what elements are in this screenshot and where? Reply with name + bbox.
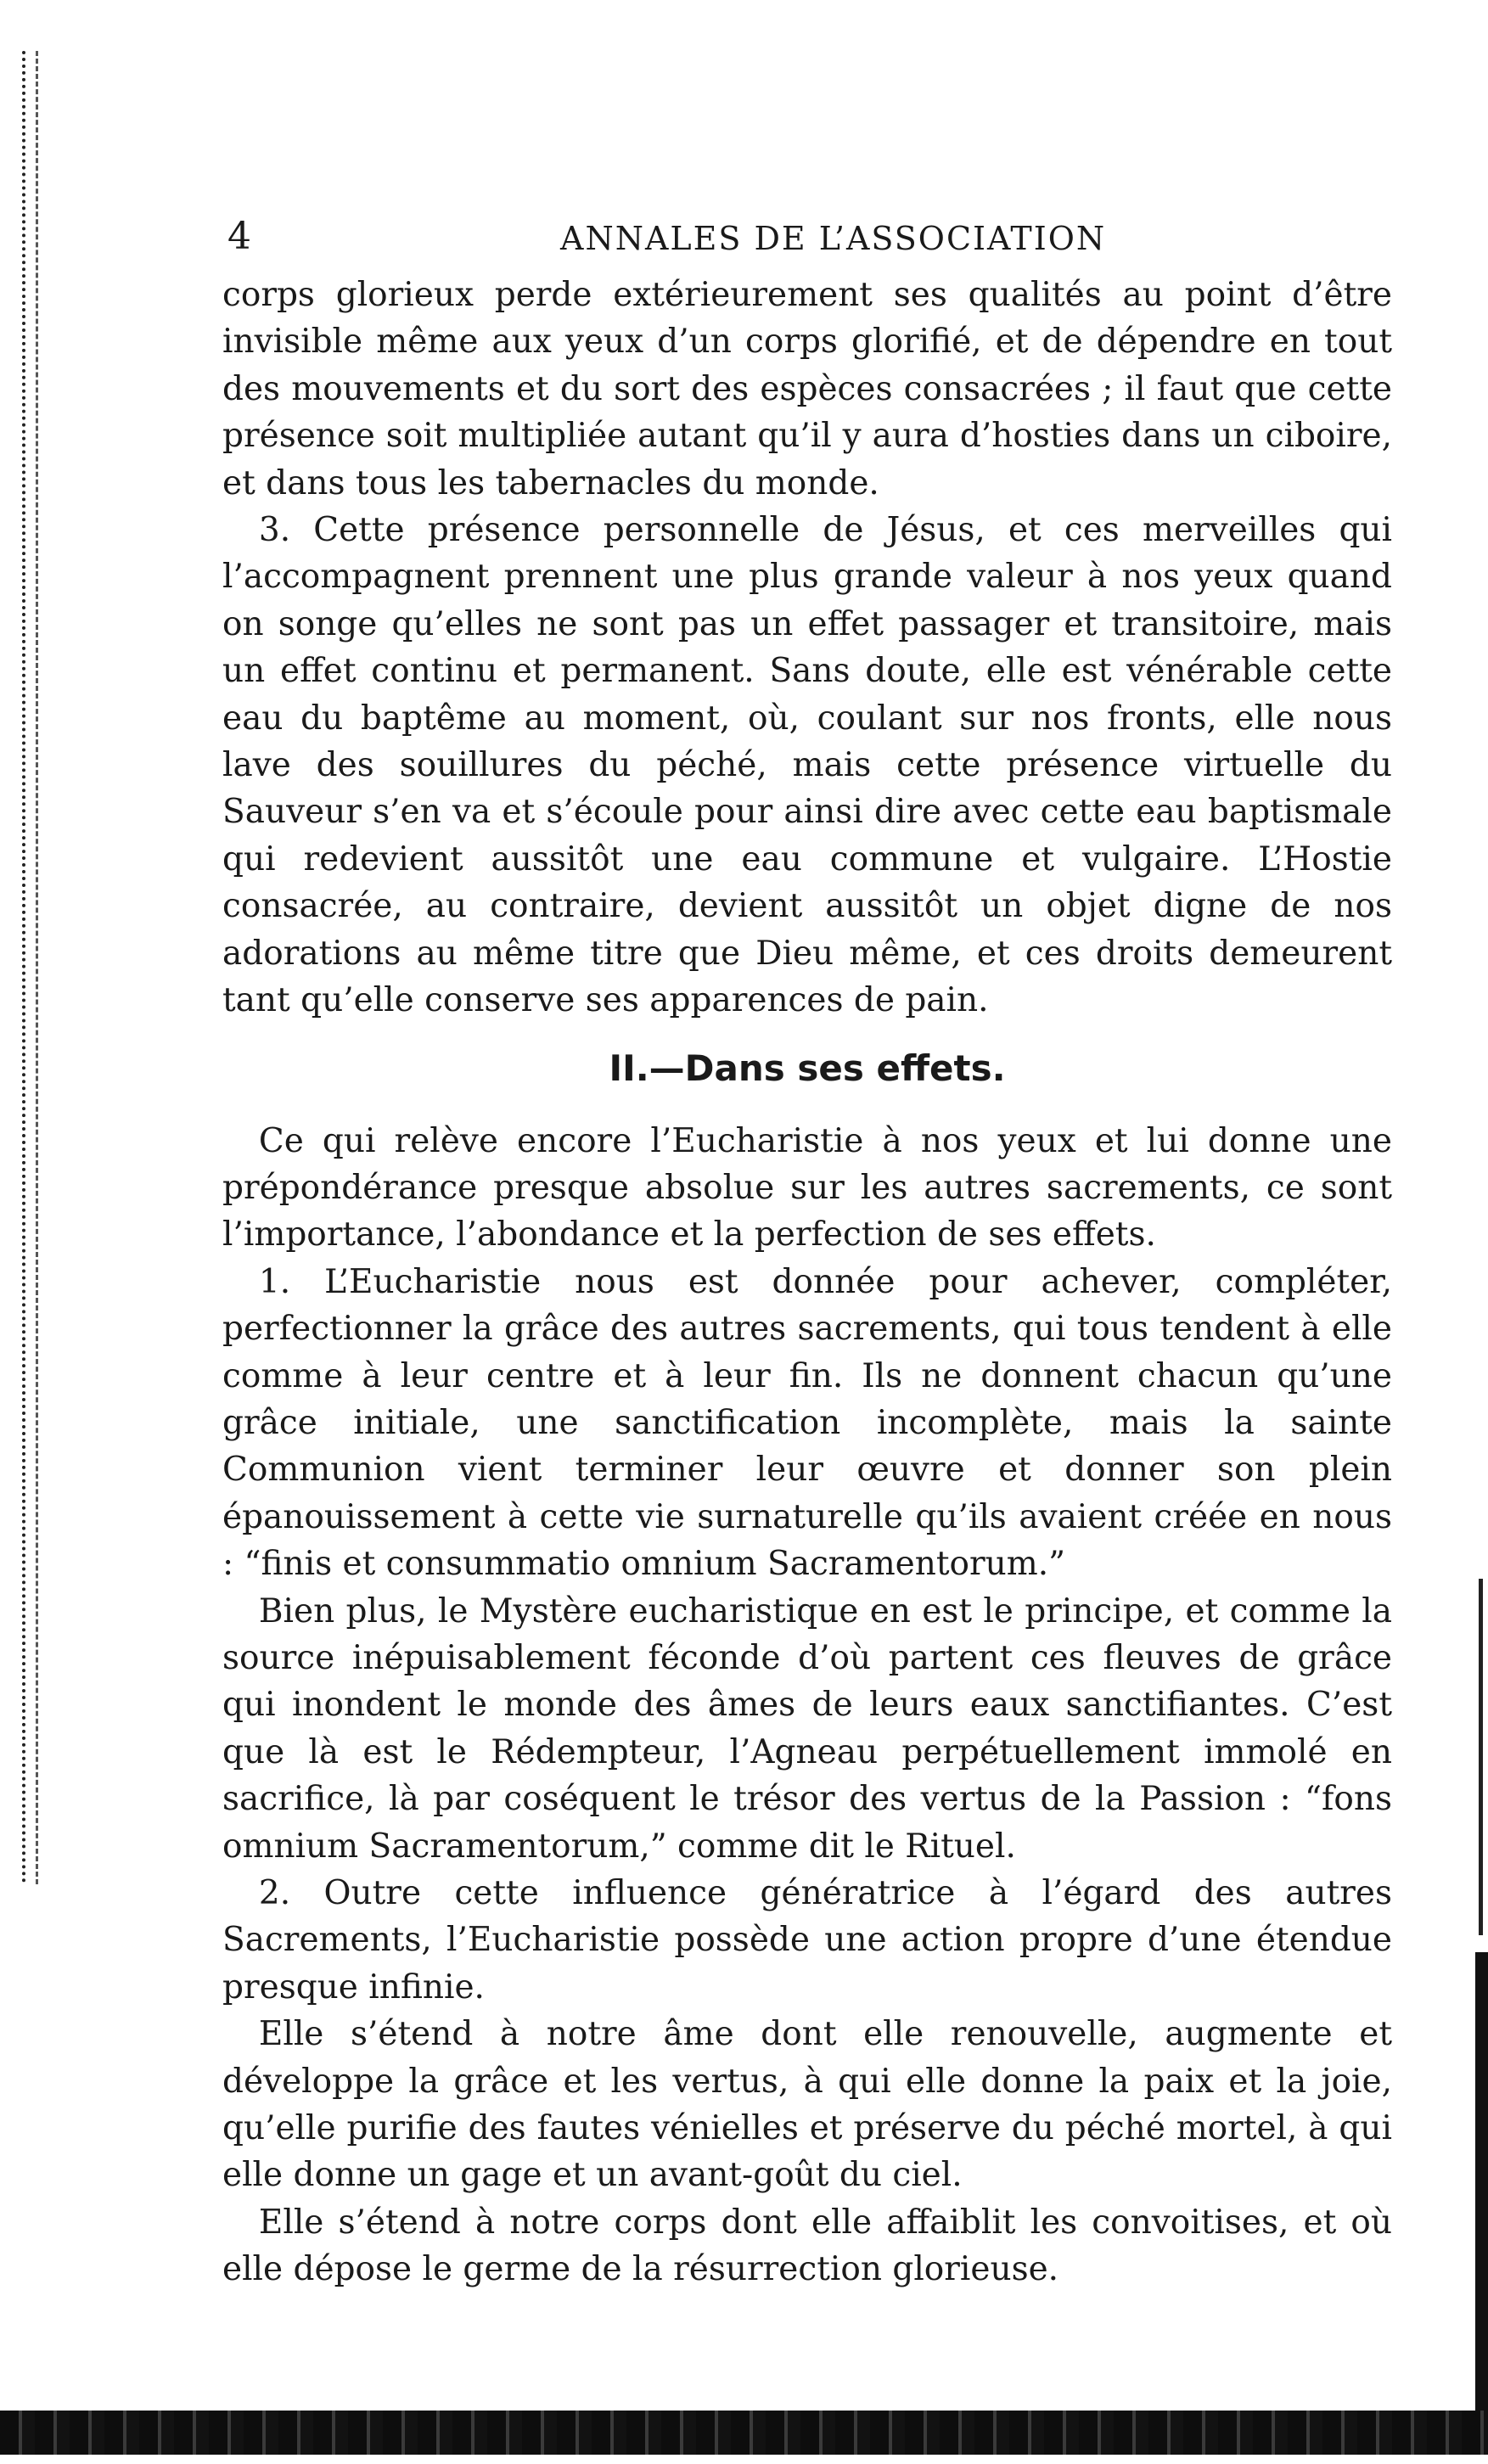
paragraph-1: corps glorieux perde extérieurement ses qualités au point d’être invisible même aux yeux d’un corps glorifié, et de dépendre en tout des mouvements et du sort des espèces consacrées ; il faut que cette présence soit multipliée autant qu’il y aura d’hosties dans un ciboire, et dans tous les tabernacles du monde. [222,276,1392,502]
paragraph-7: Elle s’étend à notre âme dont elle renouvelle, augmente et développe la grâce et les vertus, à qui elle donne la paix et la joie, qu’elle purifie des fautes vénielles et préserve du péché mortel, à qui elle donne un gage et un avant-goût du ciel. [222,2015,1392,2195]
scan-right-edge [1475,1952,1488,2428]
paragraph-8: Elle s’étend à notre corps dont elle affaiblit les convoitises, et où elle dépose le germe de la résurrection glorieuse. [222,2203,1392,2289]
page-body [222,272,1392,2293]
section-heading: II.—Dans ses effets. [609,1047,1006,1089]
paragraph-2: 3. Cette présence personnelle de Jésus, et ces merveilles qui l’accompagnent prennent une plus grande valeur à nos yeux quand on songe qu’elles ne sont pas un effet passager et transitoire, mais un effet continu et permanent. Sans doute, elle est vénérable cette eau du baptême au moment, où, coulant sur nos fronts, elle nous lave des souillures du péché, mais cette présence virtuelle du Sauveur s’en va et s’écoule pour ainsi dire avec cette eau baptismale qui redevient aussitôt une eau commune et vulgaire. L’Hostie consacrée, au contraire, devient aussitôt un objet digne de nos adorations au même titre que Dieu même, et ces droits demeurent tant qu’elle conserve ses apparences de pain. [222,511,1392,1020]
page-number: 4 [227,215,251,258]
scan-bottom-edge [0,2411,1488,2455]
paragraph-5: Bien plus, le Mystère eucharistique en est le principe, et comme la source inépuisablement féconde d’où partent ces fleuves de grâce qui inondent le monde des âmes de leurs eaux sanctifiantes. C’est que là est le Rédempteur, l’Agneau perpétuellement immolé en sacrifice, là par coséquent le trésor des vertus de la Passion : “fons omnium Sacramentorum,” comme dit le Rituel. [222,1591,1392,1866]
scan-right-edge-thin [1479,1579,1483,1935]
paragraph-3: Ce qui relève encore l’Eucharistie à nos yeux et lui donne une prépondérance presque absolue sur les autres sacrements, ce sont l’importance, l’abondance et la perfection de ses effets. [222,1121,1392,1254]
scan-left-edge [22,51,38,1884]
running-title: ANNALES DE L’ASSOCIATION [560,220,1107,257]
paragraph-4: 1. L’Eucharistie nous est donnée pour achever, compléter, perfectionner la grâce des autres sacrements, qui tous tendent à elle comme à leur centre et à leur fin. Ils ne donnent chacun qu’une grâce initiale, une sanctification incomplète, mais la sainte Communion vient terminer leur œuvre et donner son plein épanouissement à cette vie surnaturelle qu’ils avaient créée en nous : “finis et consummatio omnium Sacramentorum.” [222,1262,1392,1584]
paragraph-6: 2. Outre cette influence génératrice à l’égard des autres Sacrements, l’Eucharistie possède une action propre d’une étendue presque infinie. [222,1874,1392,2007]
